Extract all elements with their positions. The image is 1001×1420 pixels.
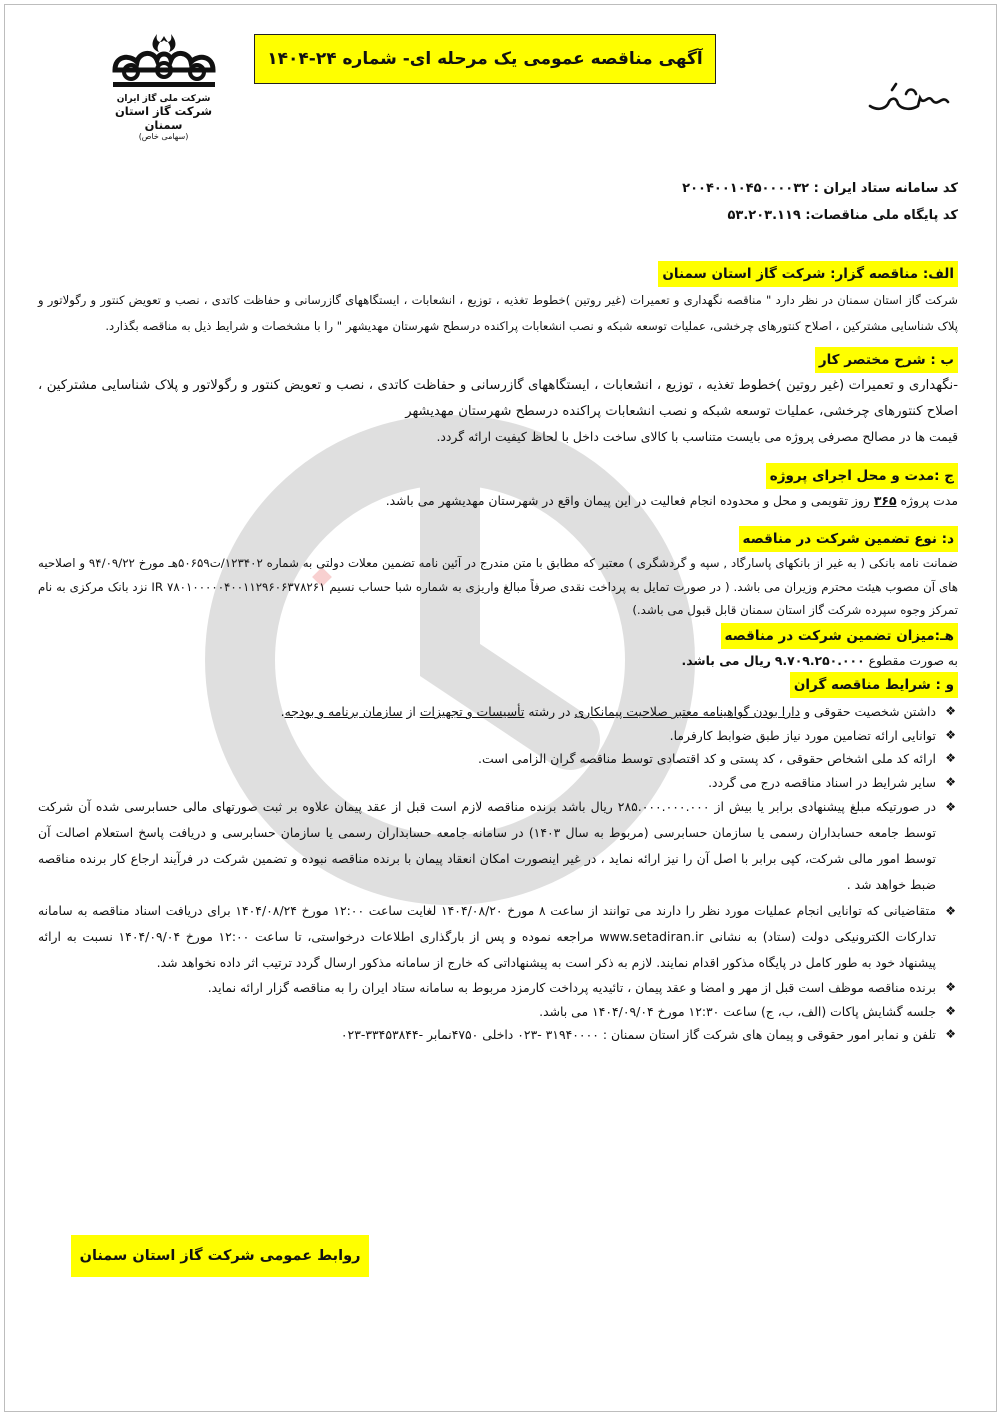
condition-item: ❖ در صورتیکه مبلغ پیشنهادی برابر یا بیش از ۲۸۵.۰۰۰.۰۰۰.۰۰۰ ریال باشد برنده مناقصه لازم است قبل از عقد پیمان علاوه بر ثبت صورتهای مالی حسابرسی شده آن شرکت توسط جامعه حسابداران رسمی یا سازمان حسابرسی (مربوط به سال ۱۴۰۳) در سامانه جامعه حسابداران رسمی یا سازمان حسابرسی و دریافت پاسخ استعلام اصالت آن توسط امور مالی شرکت، کپی برابر با اصل آن را نیز ارائه نماید ، در غیر اینصورت امکان انعقاد پیمان با برنده مناقصه نبوده و تضمین شرکت در فرآیند ارجاع کار برنده مناقصه ضبط خواهد شد . (38, 794, 936, 898)
section-c-suffix: روز تقویمی و محل و محدوده انجام فعالیت در این پیمان واقع در شهرستان مهدیشهر می باشد. (385, 492, 870, 508)
section-e-suffix: ریال می باشد. (681, 652, 771, 668)
condition-1-mid2: از (406, 704, 416, 719)
condition-1-field: تأسیسات و تجهیزات (419, 704, 525, 719)
logo-line-1: شرکت ملی گاز ایران (116, 94, 211, 104)
section-e-heading: هـ:میزان تضمین شرکت در مناقصه (721, 623, 958, 649)
section-a-heading: الف: مناقصه گزار: شرکت گاز استان سمنان (658, 261, 958, 287)
section-f-heading: و : شرایط مناقصه گران (790, 672, 958, 698)
gas-flame-logo-icon (109, 30, 219, 92)
national-code: کد پایگاه ملی مناقصات: ۵۳.۲۰۳.۱۱۹ (727, 208, 958, 223)
bismillah-calligraphy (862, 80, 952, 116)
section-a-text: شرکت گاز استان سمنان در نظر دارد " مناقصه نگهداری و تعمیرات (غیر روتین )خطوط تغذیه ، توزیع ، انشعابات ، ایستگاههای گازرسانی و حفاظت کاتدی ، نصب و تعویض کنتور و رگولاتور و پلاک شناسایی مشترکین ، اصلاح کنتورهای چرخشی، عملیات توسعه شبکه و نصب انشعابات پراکنده درسطح شهرستان مهدیشهر " را با مشخصات و شرایط ذیل به مناقصه بگذارد. (38, 293, 958, 333)
condition-item: ❖ متقاضیانی که توانایی انجام عملیات مورد نظر را دارند می توانند از ساعت ۸ مورخ ۱۴۰۴/۰۸/۲۰ لغایت ساعت ۱۲:۰۰ مورخ ۱۴۰۴/۰۸/۲۴ برای دریافت اسناد مناقصه به سامانه تدارکات الکترونیکی دولت (ستاد) به نشانی www.setadiran.ir مراجعه نموده و پس از بارگذاری اطلاعات درخواستی، تا ساعت ۱۲:۰۰ مورخ ۱۴۰۴/۰۹/۰۴ نسبت به ارائه پیشنهاد خود به طور کامل در پایگاه مذکور اقدام نمایند. لازم به ذکر است به پیشنهاداتی که خارج از سامانه مذکور ارسال گردد ترتیب اثر داده نخواهد شد. (38, 898, 936, 976)
section-b-heading: ب : شرح مختصر کار (815, 347, 958, 373)
page-title: آگهی مناقصه عمومی یک مرحله ای- شماره ۲۴-۱۴۰۴ (254, 34, 716, 84)
guarantee-amount: ۹.۷۰۹.۲۵۰.۰۰۰ (774, 652, 865, 668)
section-b-note: قیمت ها در مصالح مصرفی پروژه می بایست متناسب با کالای ساخت داخل با لحاظ کیفیت ارائه گردد. (436, 429, 958, 444)
section-d-heading: د: نوع تضمین شرکت در مناقصه (739, 526, 958, 552)
condition-1-pre: داشتن شخصیت حقوقی و (804, 704, 936, 719)
bidder-conditions-list (38, 700, 958, 1047)
condition-item: ❖ جلسه گشایش پاکات (الف، ب، ج) ساعت ۱۲:۳۰ مورخ ۱۴۰۴/۰۹/۰۴ می باشد. (38, 1000, 936, 1024)
condition-item: ❖ تلفن و نمابر امور حقوقی و پیمان های شرکت گاز استان سمنان : ۳۱۹۴۰۰۰۰ -۰۲۳ داخلی ۴۷۵۰نمابر -۳۳۴۵۳۸۴۴-۰۲۳ (38, 1023, 936, 1047)
section-d-text: ضمانت نامه بانکی ( به غیر از بانکهای پاسارگاد , سپه و گردشگری ) معتبر که مطابق با متن مندرج در آئین نامه تضمین معلات دولتی به شماره ۱۲۳۴۰۲/ت۵۰۶۵۹هـ مورخ ۹۴/۰۹/۲۲ و اصلاحیه های آن مصوب هیئت محترم وزیران می باشد. ( در صورت تمایل به پرداخت نقدی صرفاً مبالغ واریزی به شماره شبا حساب نسیم IR ۷۸۰۱۰۰۰۰۰۴۰۰۱۱۲۹۶۰۶۳۷۸۲۶۱ نزد بانک مرکزی به نام تمرکز وجوه سپرده شرکت گاز استان سمنان قابل قبول می باشد.) (38, 556, 958, 617)
condition-1-certificate: دارا بودن گواهینامه معتبر صلاحیت پیمانکاری (574, 704, 801, 719)
tender-codes (38, 175, 958, 229)
section-e-text (38, 649, 958, 673)
condition-1-end: . (280, 704, 285, 719)
section-b-text: -نگهداری و تعمیرات (غیر روتین )خطوط تغذیه ، توزیع ، انشعابات ، ایستگاههای گازرسانی و حفاظت کاتدی ، نصب و تعویض کنتور و رگولاتور و پلاک شناسایی مشترکین ، اصلاح کنتورهای چرخشی، عملیات توسعه شبکه و نصب انشعابات پراکنده درسطح شهرستان مهدیشهر (38, 378, 958, 419)
condition-item: ❖ سایر شرایط در اسناد مناقصه درج می گردد. (38, 771, 936, 795)
logo-line-2: شرکت گاز استان سمنان (114, 104, 213, 132)
project-duration-days: ۳۶۵ (873, 492, 897, 508)
condition-1-organization: سازمان برنامه و بودجه (284, 704, 403, 719)
section-c-heading: ج :مدت و محل اجرای پروژه (766, 463, 958, 489)
section-c-prefix: مدت پروژه (900, 492, 958, 508)
section-e-prefix: به صورت مقطوع (868, 652, 958, 668)
condition-item: ❖ برنده مناقصه موظف است قبل از مهر و امضا و عقد پیمان ، تائیدیه پرداخت کارمزد مربوط به سامانه ستاد ایران را به مناقصه گزار ارائه نماید. (38, 976, 936, 1000)
condition-item: ❖ توانایی ارائه تضامین مورد نیاز طبق ضوابط کارفرما. (38, 724, 936, 748)
condition-item (38, 700, 936, 724)
logo-line-3: (سهامی خاص) (138, 132, 189, 141)
setad-code: کد سامانه ستاد ایران : ۲۰۰۴۰۰۱۰۴۵۰۰۰۰۳۲ (682, 181, 958, 196)
condition-item: ❖ ارائه کد ملی اشخاص حقوقی ، کد پستی و کد اقتصادی توسط مناقصه گران الزامی است. (38, 747, 936, 771)
condition-1-mid: در رشته (528, 704, 571, 719)
document-body (38, 175, 958, 1047)
company-logo (96, 30, 231, 141)
section-c-text (38, 489, 958, 513)
signature-box: روابط عمومی شرکت گاز استان سمنان (71, 1235, 369, 1277)
